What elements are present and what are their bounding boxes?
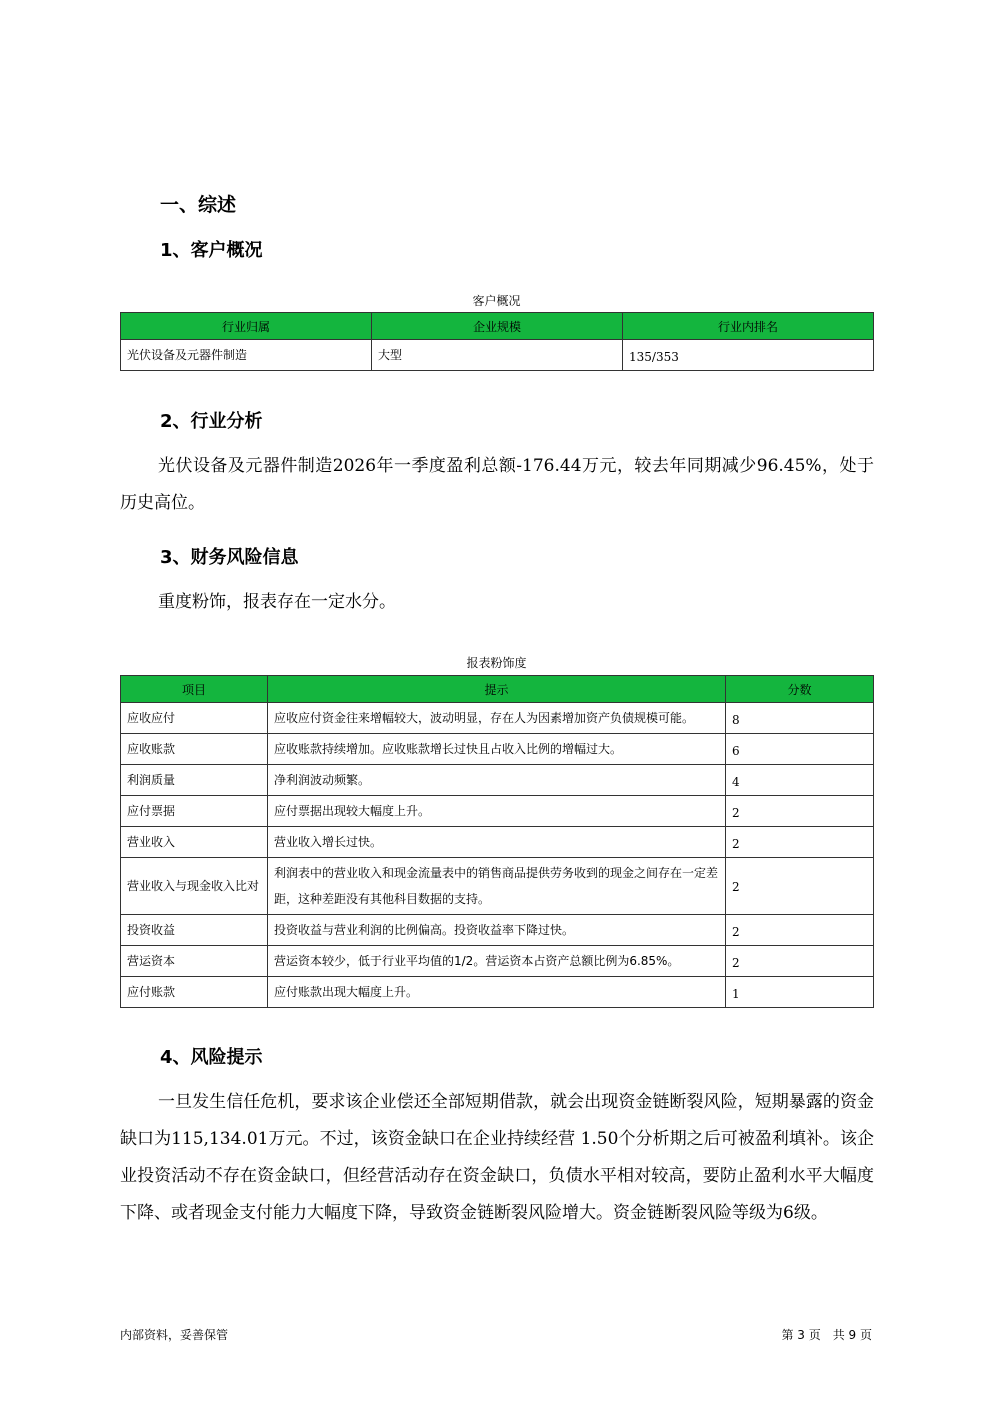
table-row: [121, 796, 874, 827]
table-row: [121, 703, 874, 734]
header-rank: 行业内排名: [623, 313, 874, 340]
table-row: [121, 734, 874, 765]
industry-value: 光伏设备及元器件制造: [121, 340, 372, 371]
scale-value: 大型: [372, 340, 623, 371]
table-row: [121, 765, 874, 796]
profile-table-caption: 客户概况: [472, 294, 521, 308]
score-cell: 6: [726, 734, 874, 765]
item-cell: 应付票据: [121, 796, 268, 827]
hint-cell: 应付票据出现较大幅度上升。: [268, 796, 726, 827]
table-row: [121, 977, 874, 1008]
score-cell: 2: [726, 915, 874, 946]
industry-analysis-heading: 2、行业分析: [160, 411, 263, 432]
hint-cell: 利润表中的营业收入和现金流量表中的销售商品提供劳务收到的现金之间存在一定差距，这种差距没有其他科目数据的支持。: [268, 858, 726, 915]
hint-cell: 营运资本较少，低于行业平均值的1/2。营运资本占资产总额比例为6.85%。: [268, 946, 726, 977]
hint-cell: 投资收益与营业利润的比例偏高。投资收益率下降过快。: [268, 915, 726, 946]
hint-cell: 应付账款出现大幅度上升。: [268, 977, 726, 1008]
item-cell: 投资收益: [121, 915, 268, 946]
header-scale: 企业规模: [372, 313, 623, 340]
item-cell: 利润质量: [121, 765, 268, 796]
item-cell: 营运资本: [121, 946, 268, 977]
score-cell: 2: [726, 946, 874, 977]
score-cell: 1: [726, 977, 874, 1008]
page-number: 第 3 页 共 9 页: [781, 1328, 872, 1342]
header-item: 项目: [121, 676, 268, 703]
table-row: [121, 915, 874, 946]
table-row: [121, 946, 874, 977]
hint-cell: 净利润波动频繁。: [268, 765, 726, 796]
financial-risk-heading: 3、财务风险信息: [160, 547, 299, 568]
header-hint: 提示: [268, 676, 726, 703]
item-cell: 应收账款: [121, 734, 268, 765]
score-cell: 2: [726, 858, 874, 915]
hint-cell: 应收账款持续增加。应收账款增长过快且占收入比例的增幅过大。: [268, 734, 726, 765]
table-row: [121, 827, 874, 858]
score-cell: 4: [726, 765, 874, 796]
risk-warning-text: 一旦发生信任危机，要求该企业偿还全部短期借款，就会出现资金链断裂风险，短期暴露的资金缺口为115,134.01万元。不过，该资金缺口在企业持续经营 1.50个分析期之后可被盈利填补。该企业投资活动不存在资金缺口，但经营活动存在资金缺口，负债水平相对较高，要防止盈利水平大幅度下降、或者现金支付能力大幅度下降，导致资金链断裂风险增大。资金链断裂风险等级为6级。: [120, 1092, 874, 1223]
item-cell: 应付账款: [121, 977, 268, 1008]
hint-cell: 营业收入增长过快。: [268, 827, 726, 858]
header-industry: 行业归属: [121, 313, 372, 340]
item-cell: 营业收入: [121, 827, 268, 858]
customer-overview-heading: 1、客户概况: [160, 240, 263, 261]
risk-warning-heading: 4、风险提示: [160, 1047, 263, 1068]
score-cell: 2: [726, 827, 874, 858]
item-cell: 营业收入与现金收入比对: [121, 858, 268, 915]
whitewash-table-caption: 报表粉饰度: [466, 656, 527, 670]
score-cell: 2: [726, 796, 874, 827]
hint-cell: 应收应付资金往来增幅较大，波动明显，存在人为因素增加资产负债规模可能。: [268, 703, 726, 734]
section-title: 一、综述: [160, 194, 237, 216]
financial-risk-text: 重度粉饰，报表存在一定水分。: [158, 592, 396, 612]
customer-profile-table: [120, 312, 874, 371]
rank-value: 135/353: [623, 340, 874, 371]
footer-confidential: 内部资料，妥善保管: [120, 1328, 229, 1342]
item-cell: 应收应付: [121, 703, 268, 734]
whitewash-table: [120, 675, 874, 1008]
table-row: [121, 858, 874, 915]
score-cell: 8: [726, 703, 874, 734]
header-score: 分数: [726, 676, 874, 703]
industry-analysis-text: 光伏设备及元器件制造2026年一季度盈利总额-176.44万元，较去年同期减少96.45%，处于历史高位。: [120, 456, 874, 513]
